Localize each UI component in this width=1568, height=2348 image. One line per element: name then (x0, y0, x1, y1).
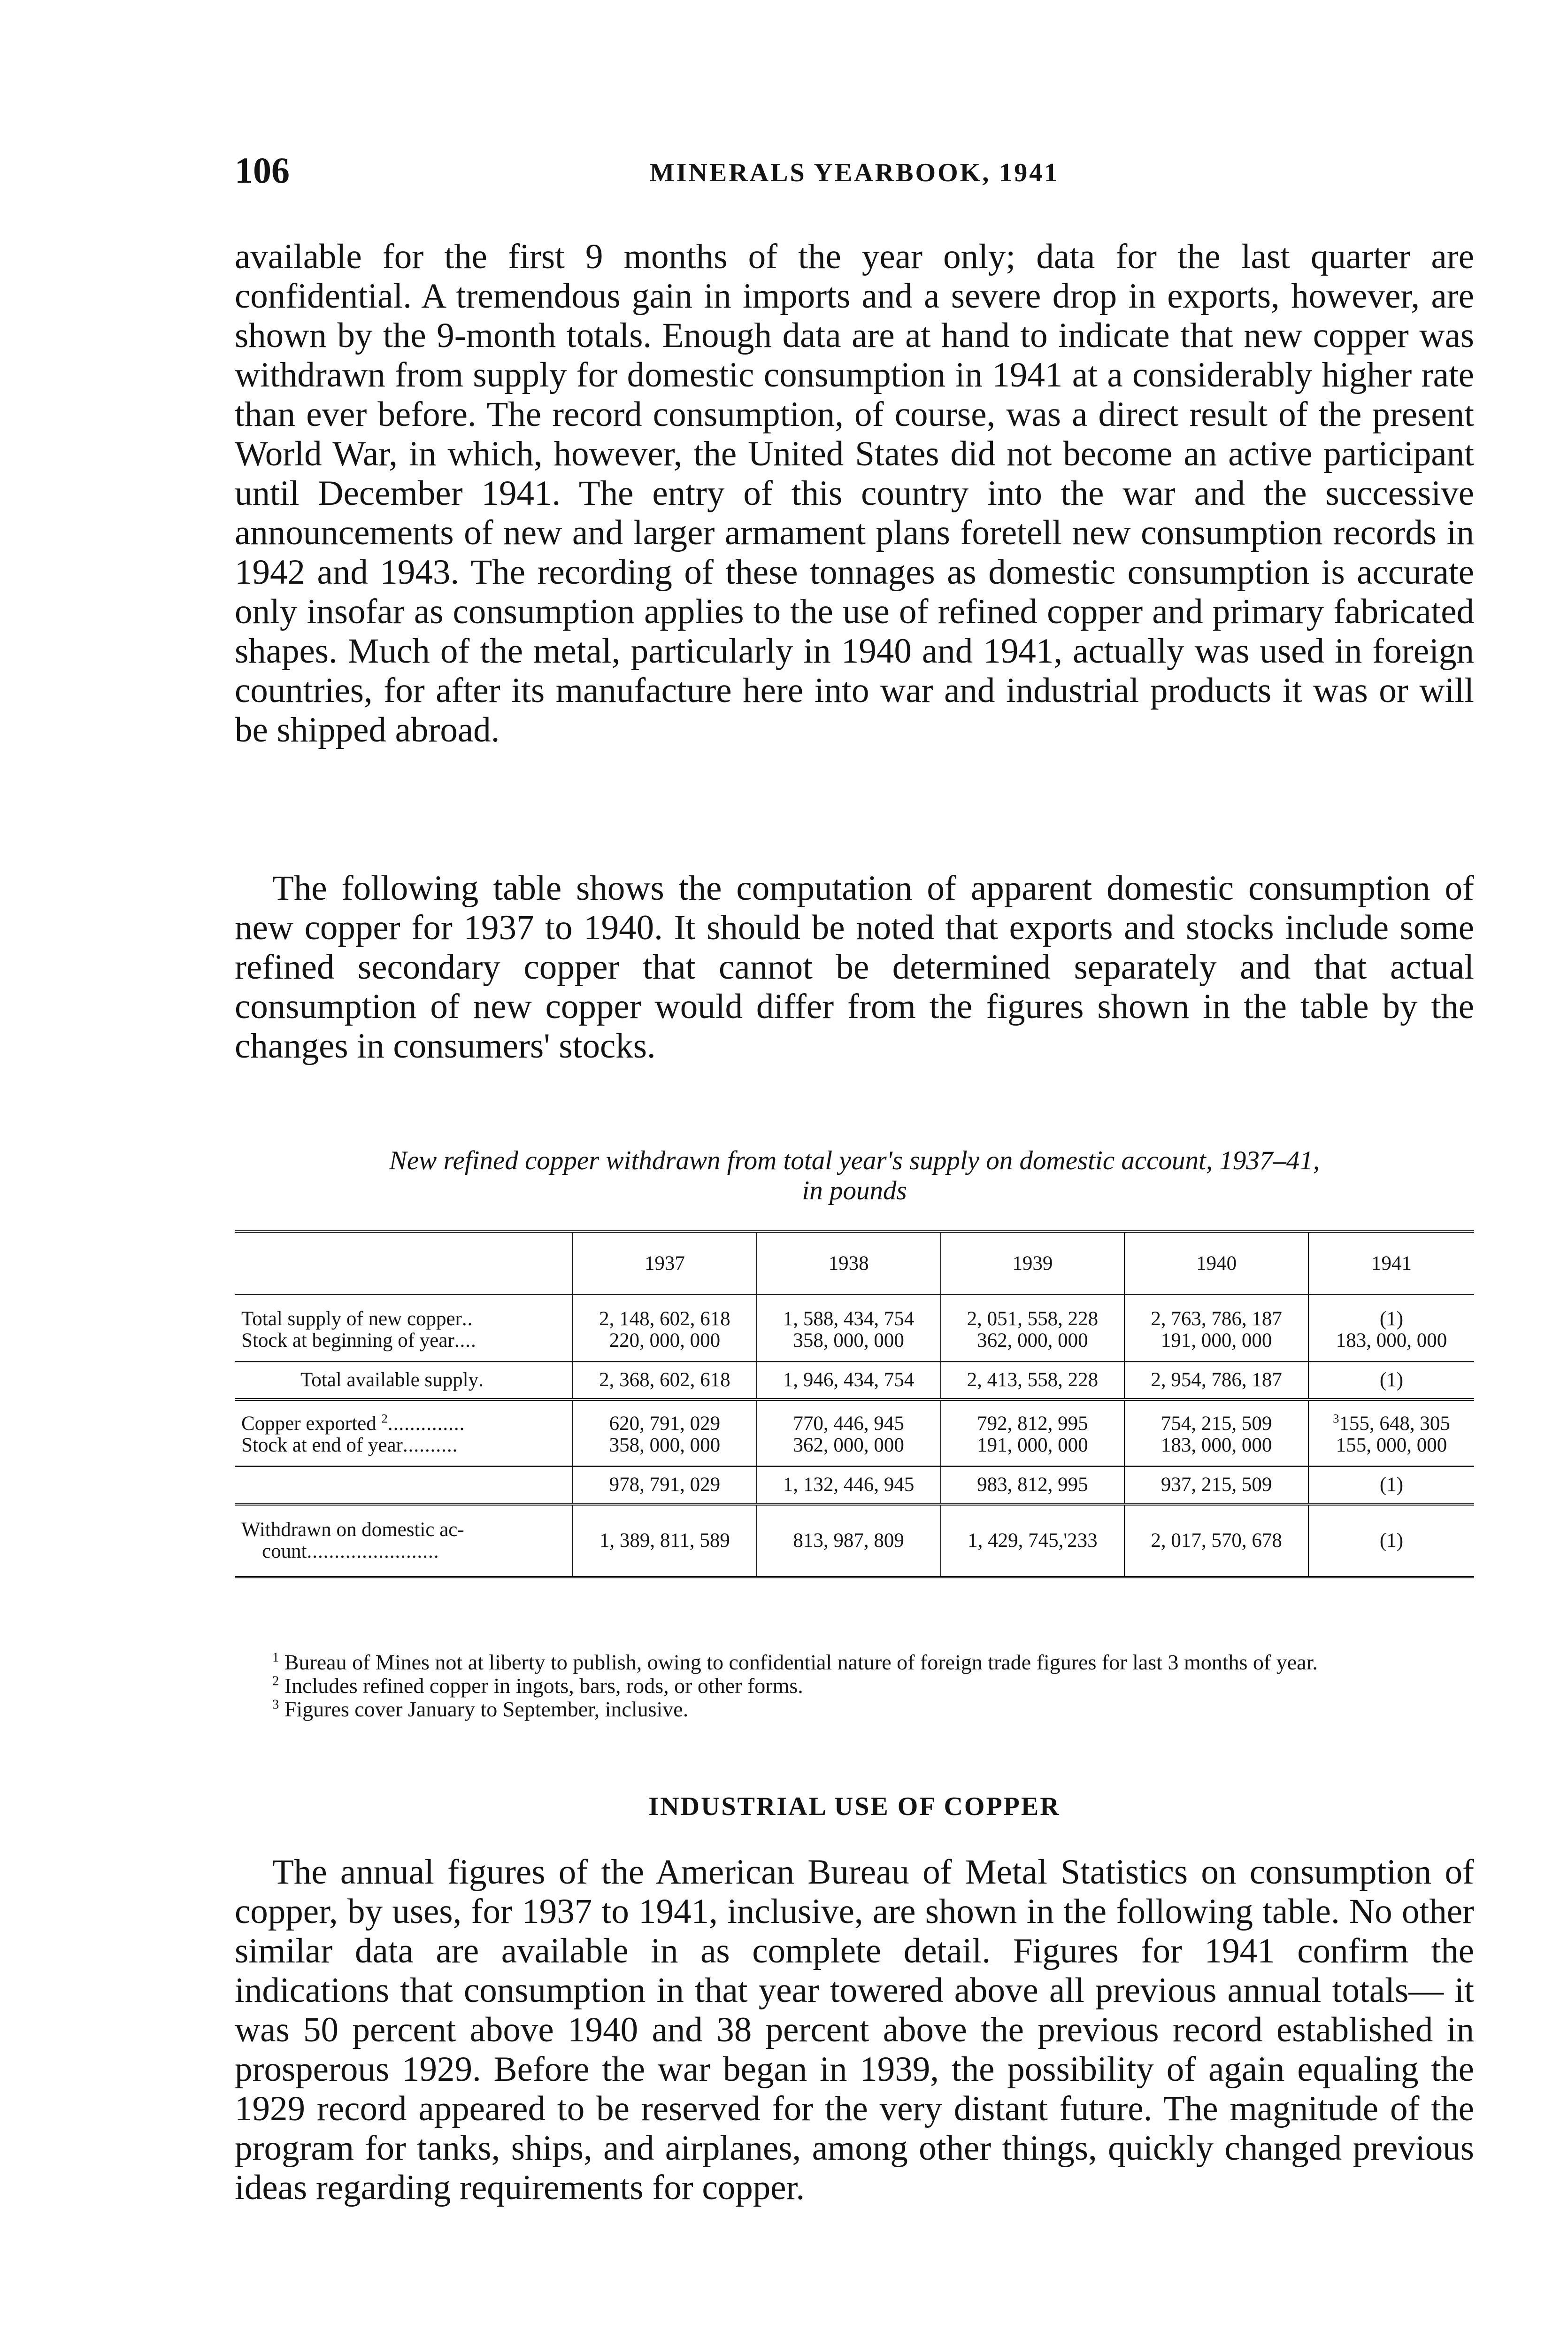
table-row-subtotal (235, 1467, 1474, 1505)
cell: 2, 017, 570, 678 (1124, 1504, 1308, 1577)
footnote-2: $^2$ Includes refined copper in ingots, bars, rods, or other forms. (272, 1674, 803, 1698)
cell: 191, 000, 000 (1124, 1330, 1308, 1362)
cell: 792, 812, 995 (941, 1399, 1125, 1435)
cell: 937, 215, 509 (1124, 1467, 1308, 1505)
body-paragraph-1: available for the first 9 months of the year only; data for the last quarter are confidential. A tremendous gain in imports and a severe drop in exports, however, are shown by the 9-month totals. Enough data are at hand to indicate that new copper was withdrawn from supply for domestic consumption in 1941 at a considerably higher rate than ever before. The record consumption, of course, was a direct result of the present World War, in which, however, the United States did not become an active participant until December 1941. The entry of this country into the war and the successive announcements of new and larger armament plans foretell new consumption records in 1942 and 1943. The recording of these tonnages as domestic consumption is accurate only insofar as consumption applies to the use of refined copper and primary fabricated shapes. Much of the metal, particularly in 1940 and 1941, actually was used in foreign countries, for after its manufacture here into war and industrial products it was or will be shipped abroad. (235, 237, 1474, 749)
cell: 754, 215, 509 (1124, 1399, 1308, 1435)
cell: 191, 000, 000 (941, 1435, 1125, 1467)
table-caption-line-2: in pounds (802, 1176, 907, 1205)
body-paragraph-3: The annual figures of the American Bureau of Metal Statistics on consumption of copper, by uses, for 1937 to 1941, inclusive, are shown in the following table. No other similar data are available in as complete detail. Figures for 1941 confirm the indications that consumption in that year towered above all previous annual totals— it was 50 percent above 1940 and 38 percent above the previous record established in prosperous 1929. Before the war began in 1939, the possibility of again equaling the 1929 record appeared to be reserved for the very distant future. The magnitude of the program for tanks, ships, and airplanes, among other things, quickly changed previous ideas regarding requirements for copper. (235, 1853, 1474, 2207)
cell: 983, 812, 995 (941, 1467, 1125, 1505)
cell: (1) (1308, 1362, 1474, 1400)
row-label (235, 1467, 573, 1505)
row-label: Copper exported $^2$.............. (241, 1411, 465, 1435)
cell: 183, 000, 000 (1124, 1435, 1308, 1467)
cell: 770, 446, 945 (757, 1399, 941, 1435)
page-number: 106 (235, 150, 290, 191)
header-stub (235, 1232, 573, 1295)
table-row-withdrawn (235, 1504, 1474, 1577)
table-row (235, 1330, 1474, 1362)
table-header-row (235, 1232, 1474, 1295)
cell: 2, 763, 786, 187 (1124, 1295, 1308, 1330)
cell: 362, 000, 000 (941, 1330, 1125, 1362)
header-year-1938: 1938 (757, 1232, 941, 1295)
running-title: MINERALS YEARBOOK, 1941 (649, 158, 1060, 187)
cell: $^3$155, 648, 305 (1308, 1399, 1474, 1435)
cell: 2, 954, 786, 187 (1124, 1362, 1308, 1400)
cell: 220, 000, 000 (573, 1330, 757, 1362)
cell: 362, 000, 000 (757, 1435, 941, 1467)
footnote-3: $^3$ Figures cover January to September, inclusive. (272, 1697, 689, 1721)
cell: 2, 413, 558, 228 (941, 1362, 1125, 1400)
footnote-ref: 2 (381, 1411, 388, 1426)
header-year-1941: 1941 (1308, 1232, 1474, 1295)
cell: 813, 987, 809 (757, 1504, 941, 1577)
copper-supply-table (235, 1230, 1474, 1578)
footnotes (235, 1651, 1474, 1721)
cell: 1, 946, 434, 754 (757, 1362, 941, 1400)
cell: 1, 429, 745,'233 (941, 1504, 1125, 1577)
cell: 1, 588, 434, 754 (757, 1295, 941, 1330)
cell: (1) (1308, 1504, 1474, 1577)
cell: 2, 051, 558, 228 (941, 1295, 1125, 1330)
table-caption (235, 1146, 1474, 1206)
footnote-ref: 3 (1333, 1411, 1339, 1426)
cell: 358, 000, 000 (573, 1435, 757, 1467)
cell: 1, 132, 446, 945 (757, 1467, 941, 1505)
row-label: Total available supply. (235, 1362, 573, 1400)
cell: 2, 368, 602, 618 (573, 1362, 757, 1400)
cell: 183, 000, 000 (1308, 1330, 1474, 1362)
row-label: Stock at end of year.......... (241, 1434, 458, 1456)
row-label: Stock at beginning of year.... (241, 1329, 477, 1352)
header-year-1939: 1939 (941, 1232, 1125, 1295)
header-year-1937: 1937 (573, 1232, 757, 1295)
cell: 358, 000, 000 (757, 1330, 941, 1362)
table-caption-line-1: New refined copper withdrawn from total year's supply on domestic account, 1937–41, (389, 1146, 1320, 1175)
footnote-1: $^1$ Bureau of Mines not at liberty to publish, owing to confidential nature of foreign trade figures for last 3 months of year. (272, 1650, 1318, 1674)
row-label: Withdrawn on domestic ac- count........................ (241, 1519, 464, 1562)
cell: 2, 148, 602, 618 (573, 1295, 757, 1330)
cell: (1) (1308, 1467, 1474, 1505)
table-row (235, 1295, 1474, 1330)
table-row (235, 1399, 1474, 1435)
cell: 978, 791, 029 (573, 1467, 757, 1505)
table-row (235, 1435, 1474, 1467)
body-paragraph-2: The following table shows the computation of apparent domestic consumption of new copper for 1937 to 1940. It should be noted that exports and stocks include some refined secondary copper that cannot be determined separately and that actual consumption of new copper would differ from the figures shown in the table by the changes in consumers' stocks. (235, 869, 1474, 1066)
section-heading: INDUSTRIAL USE OF COPPER (648, 1792, 1061, 1821)
cell: (1) (1308, 1295, 1474, 1330)
cell: 155, 000, 000 (1308, 1435, 1474, 1467)
cell: 620, 791, 029 (573, 1399, 757, 1435)
copper-table-container (235, 1230, 1474, 1578)
page-header (235, 149, 1474, 201)
table-row-total-available (235, 1362, 1474, 1400)
header-year-1940: 1940 (1124, 1232, 1308, 1295)
row-label: Total supply of new copper.. (241, 1308, 473, 1330)
cell: 1, 389, 811, 589 (573, 1504, 757, 1577)
